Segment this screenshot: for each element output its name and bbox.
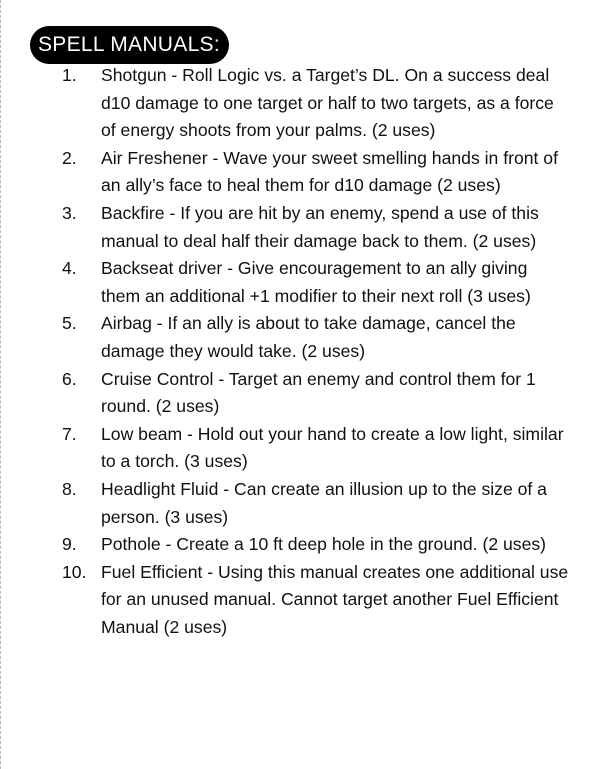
spell-number: 2.	[62, 147, 77, 168]
spell-item-headlight-fluid	[0, 476, 605, 531]
spell-item-backseat-driver	[0, 255, 605, 310]
spell-item-backfire	[0, 200, 605, 255]
spell-number: 5.	[62, 313, 77, 334]
spell-description: Air Freshener - Wave your sweet smelling hands in front of an ally’s face to heal them for d10 damage (2 uses)	[101, 147, 558, 196]
spell-item-air-freshener	[0, 145, 605, 200]
spell-number: 6.	[62, 368, 77, 389]
spell-description: Pothole - Create a 10 ft deep hole in the ground. (2 uses)	[101, 534, 547, 555]
spell-item-fuel-efficient	[0, 559, 605, 642]
spell-item-low-beam	[0, 421, 605, 476]
spell-description: Shotgun - Roll Logic vs. a Target’s DL. On a success deal d10 damage to one target or half to two targets, as a force of energy shoots from your palms. (2 uses)	[101, 65, 554, 141]
spell-number: 7.	[62, 423, 77, 444]
spell-description: Backfire - If you are hit by an enemy, spend a use of this manual to deal half their damage back to them. (2 uses)	[101, 202, 539, 251]
spell-number: 10.	[62, 561, 87, 582]
spell-description: Backseat driver - Give encouragement to an ally giving them an additional +1 modifier to their next roll (3 uses)	[101, 258, 531, 306]
spell-manuals-heading: SPELL MANUALS:	[30, 26, 229, 64]
spell-number: 8.	[62, 478, 77, 499]
spell-item-airbag	[0, 310, 605, 365]
spell-number: 9.	[62, 534, 77, 555]
spell-description: Fuel Efficient - Using this manual creates one additional use for an unused manual. Cannot target another Fuel Efficient Manual (2 uses)	[101, 561, 569, 637]
spell-description: Cruise Control - Target an enemy and control them for 1 round. (2 uses)	[101, 368, 536, 417]
spell-item-pothole	[0, 531, 605, 559]
spell-description: Headlight Fluid - Can create an illusion up to the size of a person. (3 uses)	[101, 478, 547, 527]
spell-item-cruise-control	[0, 366, 605, 421]
spell-item-shotgun	[0, 62, 605, 145]
spell-description: Airbag - If an ally is about to take damage, cancel the damage they would take. (2 uses)	[101, 313, 516, 361]
spell-number: 3.	[62, 202, 77, 223]
spell-description: Low beam - Hold out your hand to create a low light, similar to a torch. (3 uses)	[101, 423, 564, 472]
spell-list	[0, 62, 605, 641]
spell-number: 1.	[62, 65, 77, 85]
spell-number: 4.	[62, 258, 77, 279]
